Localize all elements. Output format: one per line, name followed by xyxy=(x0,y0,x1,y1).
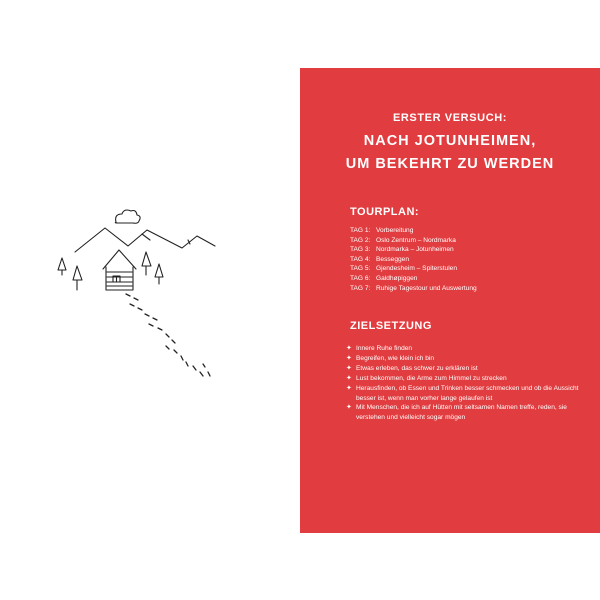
zielsetzung-heading: ZIELSETZUNG xyxy=(350,320,432,332)
tourplan-item xyxy=(350,264,570,274)
tourplan-item xyxy=(350,255,570,265)
star-bullet-icon: ✦ xyxy=(346,354,352,362)
goal-text: Mit Menschen, die ich auf Hütten mit seltsamen Namen treffe, reden, sie verstehen und vielleicht sogar mögen xyxy=(356,404,567,422)
tourplan-item xyxy=(350,274,570,284)
goal-text: Lust bekommen, die Arme zum Himmel zu strecken xyxy=(356,374,507,382)
tourplan-day: TAG 7: xyxy=(350,284,371,292)
tourplan-item xyxy=(350,284,570,294)
tourplan-day: TAG 3: xyxy=(350,246,371,254)
tourplan-day: TAG 1: xyxy=(350,227,371,234)
goal-text: Etwas erleben, das schwer zu erklären ist xyxy=(356,364,478,372)
goal-item xyxy=(346,403,586,423)
cloud-icon xyxy=(115,210,140,223)
chapter-subtitle: ERSTER VERSUCH: xyxy=(392,112,508,124)
tourplan-day: TAG 4: xyxy=(350,255,371,263)
tourplan-day: TAG 5: xyxy=(350,265,371,273)
zielsetzung-list xyxy=(346,344,586,423)
star-bullet-icon: ✦ xyxy=(346,384,352,392)
goal-text: Innere Ruhe finden xyxy=(356,345,413,352)
tourplan-item xyxy=(350,236,570,246)
tourplan-text: Besseggen xyxy=(376,255,409,263)
tourplan-text: Galdhøpiggen xyxy=(376,274,418,282)
mountain-cabin-illustration xyxy=(50,200,230,390)
chapter-title-line-2: UM BEKEHRT ZU WERDEN xyxy=(345,156,555,172)
goal-item xyxy=(346,344,586,354)
tourplan-day: TAG 2: xyxy=(350,236,371,244)
tourplan-text: Gjendesheim – Spiterstulen xyxy=(376,265,458,273)
star-bullet-icon: ✦ xyxy=(346,374,352,382)
pine-tree-icon xyxy=(58,252,163,290)
star-bullet-icon: ✦ xyxy=(346,364,352,372)
goal-item xyxy=(346,384,586,404)
tourplan-list xyxy=(350,226,570,293)
tourplan-text: Vorbereitung xyxy=(376,227,414,234)
goal-text: Begreifen, wie klein ich bin xyxy=(356,354,435,362)
goal-item xyxy=(346,354,586,364)
tourplan-text: Oslo Zentrum – Nordmarka xyxy=(376,236,456,244)
tourplan-item xyxy=(350,245,570,255)
tourplan-text: Nordmarka – Jotunheimen xyxy=(376,246,454,254)
star-bullet-icon: ✦ xyxy=(346,404,352,412)
goal-item xyxy=(346,364,586,374)
tourplan-item xyxy=(350,226,570,236)
mountain-icon xyxy=(75,228,215,252)
right-page xyxy=(300,68,600,533)
goal-text: Herausfinden, ob Essen und Trinken besser schmecken und ob die Aussicht besser ist, wenn man vorher lange gelaufen ist xyxy=(356,384,579,402)
star-bullet-icon: ✦ xyxy=(346,345,352,352)
cabin-icon xyxy=(103,250,136,290)
chapter-title xyxy=(300,130,600,176)
footsteps-icon xyxy=(126,294,210,376)
tourplan-heading: TOURPLAN: xyxy=(350,206,420,218)
tourplan-day: TAG 6: xyxy=(350,274,371,282)
tourplan-text: Ruhige Tagestour und Auswertung xyxy=(376,284,477,292)
chapter-title-line-1: NACH JOTUNHEIMEN, xyxy=(363,133,537,149)
goal-item xyxy=(346,374,586,384)
